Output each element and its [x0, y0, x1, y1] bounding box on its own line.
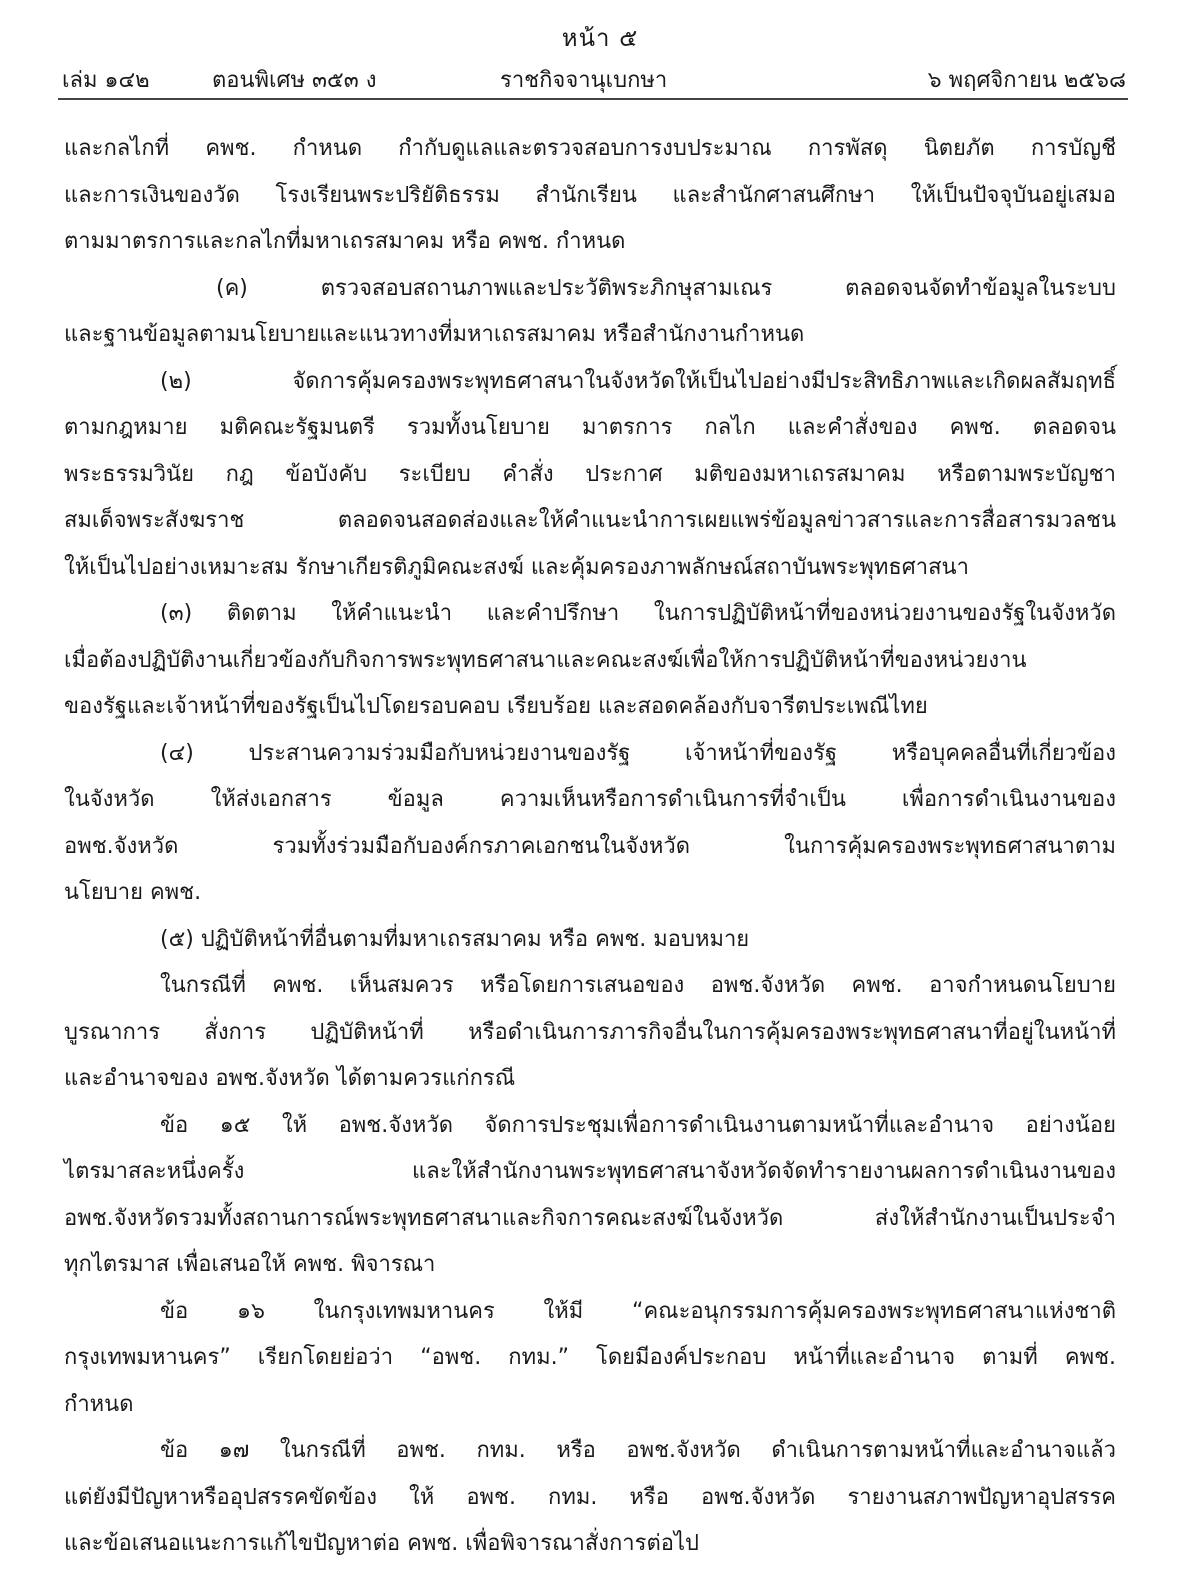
text-line: พระธรรมวินัย กฎ ข้อบังคับ ระเบียบ คำสั่ง ประกาศ มติของมหาเถรสมาคม หรือตามพระบัญชา — [64, 461, 1116, 487]
text-line: และการเงินของวัด โรงเรียนพระปริยัติธรรม สำนักเรียน และสำนักศาสนศึกษา ให้เป็นปัจจุบันอยู่เสมอ — [64, 182, 1116, 208]
text-line: (๔) ประสานความร่วมมือกับหน่วยงานของรัฐ เจ้าหน้าที่ของรัฐ หรือบุคคลอื่นที่เกี่ยวข้อง — [160, 740, 1116, 766]
text-line: ของรัฐและเจ้าหน้าที่ของรัฐเป็นไปโดยรอบคอบ เรียบร้อย และสอดคล้องกับจารีตประเพณีไทย — [64, 694, 928, 719]
text-line: ข้อ ๑๖ ในกรุงเทพมหานคร ให้มี “คณะอนุกรรมการคุ้มครองพระพุทธศาสนาแห่งชาติ — [160, 1298, 1116, 1324]
text-line: ตามมาตรการและกลไกที่มหาเถรสมาคม หรือ คพช. กำหนด — [64, 229, 626, 254]
text-line: ทุกไตรมาส เพื่อเสนอให้ คพช. พิจารณา — [64, 1252, 436, 1277]
text-line: กำหนด — [64, 1391, 134, 1417]
text-line: อพช.จังหวัด รวมทั้งร่วมมือกับองค์กรภาคเอกชนในจังหวัด ในการคุ้มครองพระพุทธศาสนาตาม — [64, 833, 1116, 859]
document-body — [64, 126, 1116, 1568]
text-line: และข้อเสนอแนะการแก้ไขปัญหาต่อ คพช. เพื่อพิจารณาสั่งการต่อไป — [64, 1531, 700, 1556]
text-line: บูรณาการ สั่งการ ปฏิบัติหน้าที่ หรือดำเนินการภารกิจอื่นในการคุ้มครองพระพุทธศาสนาที่อยู่ในหน้าที่ — [64, 1019, 1116, 1045]
text-line: ตามกฎหมาย มติคณะรัฐมนตรี รวมทั้งนโยบาย มาตรการ กลไก และคำสั่งของ คพช. ตลอดจน — [64, 415, 1116, 440]
text-line: ข้อ ๑๗ ในกรณีที่ อพช. กทม. หรือ อพช.จังหวัด ดำเนินการตามหน้าที่และอำนาจแล้ว — [160, 1438, 1116, 1463]
text-line: ข้อ ๑๕ ให้ อพช.จังหวัด จัดการประชุมเพื่อการดำเนินงานตามหน้าที่และอำนาจ อย่างน้อย — [160, 1112, 1116, 1138]
text-line: และฐานข้อมูลตามนโยบายและแนวทางที่มหาเถรสมาคม หรือสำนักงานกำหนด — [64, 322, 805, 347]
publication-date: ๖ พฤศจิกายน ๒๕๖๘ — [927, 68, 1126, 93]
issue-label: ตอนพิเศษ ๓๕๓ ง — [212, 68, 377, 93]
text-line: สมเด็จพระสังฆราช ตลอดจนสอดส่องและให้คำแนะนำการเผยแพร่ข้อมูลข่าวสารและการสื่อสารมวลชน — [64, 508, 1116, 533]
text-line: และอำนาจของ อพช.จังหวัด ได้ตามควรแก่กรณี — [64, 1066, 516, 1091]
text-line: แต่ยังมีปัญหาหรืออุปสรรคขัดข้อง ให้ อพช. กทม. หรือ อพช.จังหวัด รายงานสภาพปัญหาอุปสรรค — [64, 1484, 1116, 1510]
publication-title: ราชกิจจานุเบกษา — [500, 68, 668, 93]
text-line: (๕) ปฏิบัติหน้าที่อื่นตามที่มหาเถรสมาคม หรือ คพช. มอบหมาย — [160, 926, 750, 952]
text-line: นโยบาย คพช. — [64, 880, 202, 905]
text-line: เมื่อต้องปฏิบัติงานเกี่ยวข้องกับกิจการพระพุทธศาสนาและคณะสงฆ์เพื่อให้การปฏิบัติหน้าที่ของหน่วยงาน — [64, 647, 1027, 673]
text-line: (ค) ตรวจสอบสถานภาพและประวัติพระภิกษุสามเณร ตลอดจนจัดทำข้อมูลในระบบ — [216, 275, 1116, 301]
gazette-header — [62, 62, 1126, 96]
text-line: ไตรมาสละหนึ่งครั้ง และให้สำนักงานพระพุทธศาสนาจังหวัดจัดทำรายงานผลการดำเนินงานของ — [64, 1159, 1116, 1184]
volume-label: เล่ม ๑๔๒ — [62, 68, 150, 93]
header-divider — [58, 98, 1128, 100]
text-line: (๓) ติดตาม ให้คำแนะนำ และคำปรึกษา ในการปฏิบัติหน้าที่ของหน่วยงานของรัฐในจังหวัด — [160, 601, 1116, 626]
page-number: หน้า ๕ — [561, 24, 639, 52]
text-line: ในจังหวัด ให้ส่งเอกสาร ข้อมูล ความเห็นหรือการดำเนินการที่จำเป็น เพื่อการดำเนินงานของ — [64, 787, 1116, 812]
text-line: อพช.จังหวัดรวมทั้งสถานการณ์พระพุทธศาสนาและกิจการคณะสงฆ์ในจังหวัด ส่งให้สำนักงานเป็นประจำ — [64, 1205, 1116, 1231]
text-line: และกลไกที่ คพช. กำหนด กำกับดูแลและตรวจสอบการงบประมาณ การพัสดุ นิตยภัต การบัญชี — [64, 136, 1116, 161]
text-line: กรุงเทพมหานคร” เรียกโดยย่อว่า “อพช. กทม.” โดยมีองค์ประกอบ หน้าที่และอำนาจ ตามที่ คพช. — [64, 1345, 1116, 1370]
text-line: (๒) จัดการคุ้มครองพระพุทธศาสนาในจังหวัดให้เป็นไปอย่างมีประสิทธิภาพและเกิดผลสัมฤทธิ์ — [160, 368, 1116, 394]
text-line: ให้เป็นไปอย่างเหมาะสม รักษาเกียรติภูมิคณะสงฆ์ และคุ้มครองภาพลักษณ์สถาบันพระพุทธศาสนา — [64, 554, 969, 580]
text-line: ในกรณีที่ คพช. เห็นสมควร หรือโดยการเสนอของ อพช.จังหวัด คพช. อาจกำหนดนโยบาย — [160, 973, 1116, 998]
